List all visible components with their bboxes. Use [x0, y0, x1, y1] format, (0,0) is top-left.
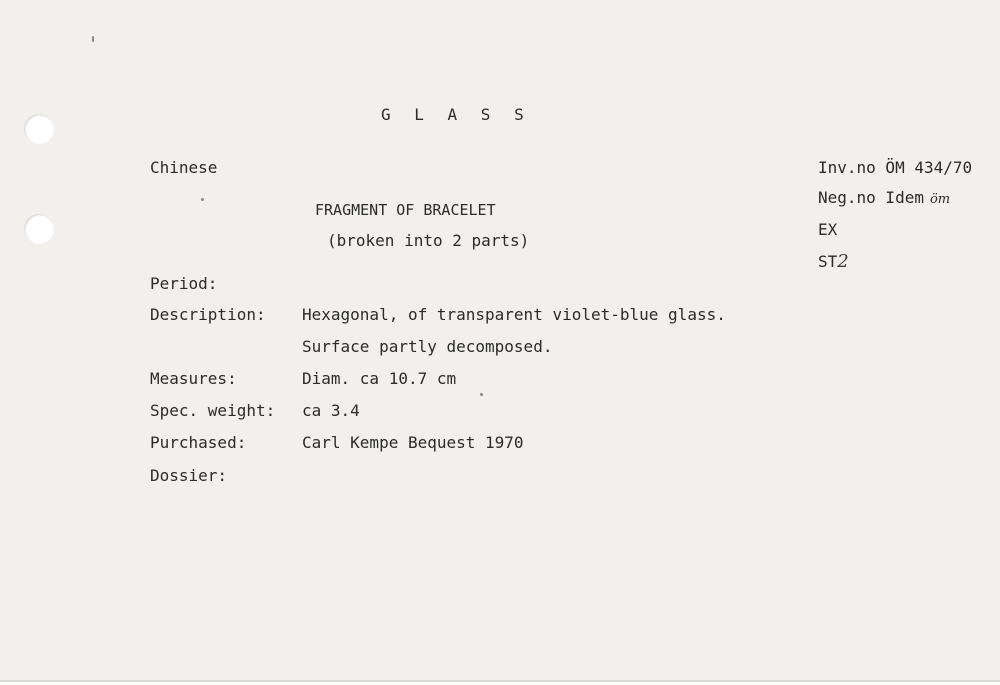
inventory-number: Inv.no ÖM 434/70 — [818, 158, 973, 177]
punch-hole-bottom — [24, 214, 54, 244]
spec-weight-label: Spec. weight: — [150, 401, 276, 420]
card-title: G L A S S — [381, 105, 531, 124]
description-line-2: Surface partly decomposed. — [302, 337, 553, 356]
punch-hole-top — [24, 114, 54, 144]
description-line-1: Hexagonal, of transparent violet-blue glass. — [302, 305, 726, 324]
st-handwritten: 2 — [837, 251, 849, 272]
object-title: FRAGMENT OF BRACELET — [315, 201, 496, 219]
period-label: Period: — [150, 274, 218, 293]
ex-marker: EX — [818, 220, 838, 239]
description-label: Description: — [150, 305, 266, 324]
purchased-value: Carl Kempe Bequest 1970 — [302, 433, 524, 452]
paper-speck — [480, 393, 483, 396]
paper-mark — [92, 36, 94, 42]
spec-weight-value: ca 3.4 — [302, 401, 360, 420]
measures-value: Diam. ca 10.7 cm — [302, 369, 457, 388]
dossier-label: Dossier: — [150, 466, 228, 485]
st-label: ST — [818, 252, 838, 271]
st-marker — [818, 252, 849, 272]
negative-number — [818, 188, 950, 210]
negative-number-handwritten: öm — [929, 192, 951, 207]
negative-number-text: Neg.no Idem — [818, 188, 924, 207]
paper-speck — [201, 198, 204, 201]
object-note: (broken into 2 parts) — [327, 231, 530, 250]
purchased-label: Purchased: — [150, 433, 247, 452]
origin-text: Chinese — [150, 158, 218, 177]
measures-label: Measures: — [150, 369, 237, 388]
